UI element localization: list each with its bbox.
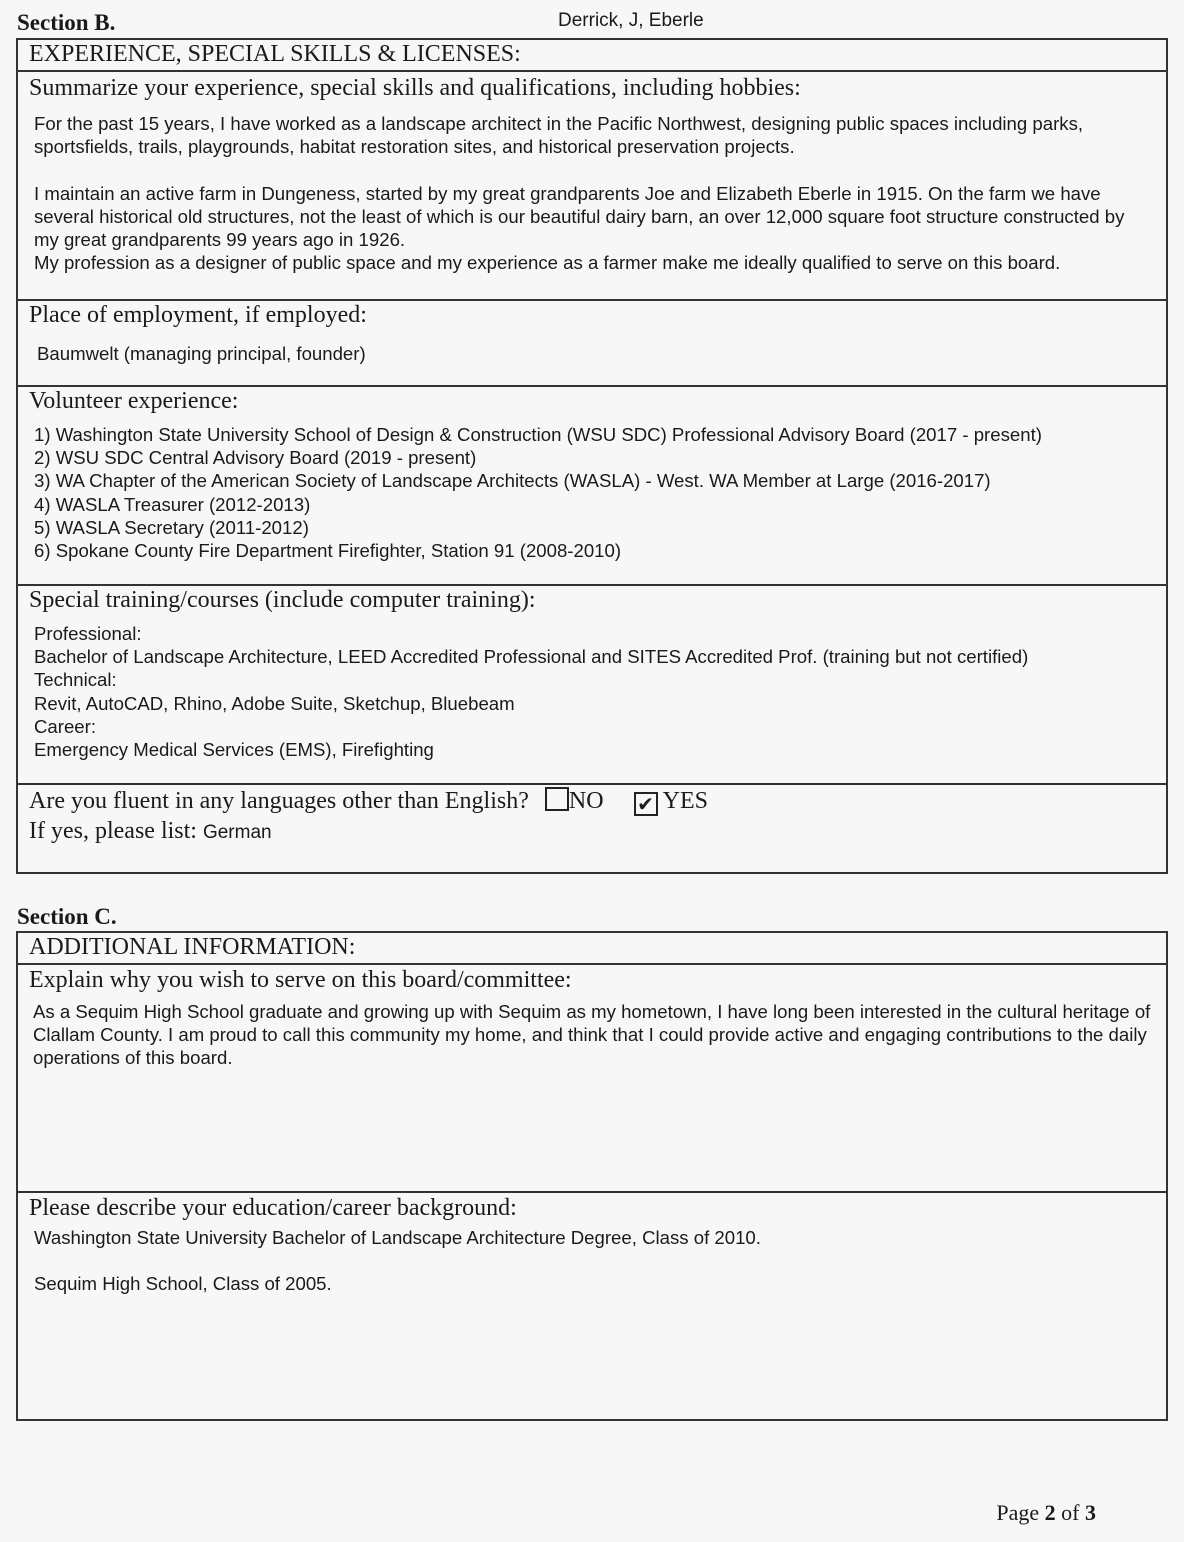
yes-checkbox[interactable]: ✔ xyxy=(634,792,658,816)
training-line: Revit, AutoCAD, Rhino, Adobe Suite, Sketchup, Bluebeam xyxy=(34,692,515,714)
training-field xyxy=(18,586,1166,785)
education-answer[interactable] xyxy=(34,1226,1154,1296)
training-line: Bachelor of Landscape Architecture, LEED Accredited Professional and SITES Accredited Prof. (training but not certified) xyxy=(34,646,1029,668)
languages-list-row xyxy=(29,817,272,847)
section-c-title: ADDITIONAL INFORMATION: xyxy=(18,933,1166,965)
page-prefix: Page xyxy=(996,1500,1040,1525)
employment-question: Place of employment, if employed: xyxy=(29,302,367,328)
no-checkbox[interactable] xyxy=(545,787,569,811)
training-answer[interactable] xyxy=(34,622,1154,761)
training-line: Technical: xyxy=(34,669,117,691)
applicant-name: Derrick, J, Eberle xyxy=(558,10,704,31)
summary-question: Summarize your experience, special skills and qualifications, including hobbies: xyxy=(29,75,801,101)
page-number xyxy=(996,1500,1096,1526)
page-of: of xyxy=(1061,1500,1080,1525)
volunteer-question: Volunteer experience: xyxy=(29,388,239,414)
employment-answer-text: Baumwelt (managing principal, founder) xyxy=(37,343,366,364)
list-item: 5) WASLA Secretary (2011-2012) xyxy=(34,516,309,538)
page-total: 3 xyxy=(1085,1500,1096,1525)
languages-list-label: If yes, please list: xyxy=(29,818,197,844)
training-line: Career: xyxy=(34,715,97,737)
list-item: 1) Washington State University School of Design & Construction (WSU SDC) Professional Advisory Board (2017 - present) xyxy=(34,424,1042,445)
training-line: Professional: xyxy=(34,623,142,644)
why-answer-text: As a Sequim High School graduate and growing up with Sequim as my hometown, I have long been interested in the cultural heritage of Clallam County. I am proud to call this community my home, and think that I could provide active and engaging contributions to the daily operations of this board. xyxy=(33,1001,1151,1069)
page-current: 2 xyxy=(1044,1500,1056,1525)
education-question: Please describe your education/career background: xyxy=(29,1195,517,1221)
education-line-2: Sequim High School, Class of 2005. xyxy=(34,1273,332,1295)
training-question: Special training/courses (include computer training): xyxy=(29,587,536,613)
section-b-label: Section B. xyxy=(17,10,116,35)
languages-question: Are you fluent in any languages other than English? xyxy=(29,788,529,814)
languages-question-row xyxy=(29,787,708,816)
summary-paragraph-2: I maintain an active farm in Dungeness, started by my great grandparents Joe and Elizabeth Eberle in 1915. On the farm we have several historical old structures, not the least of which is our beautiful dairy barn, an over 12,000 square foot structure constructed by my great grandparents 99 years ago in 1926. xyxy=(34,182,1125,250)
section-b-box xyxy=(16,38,1168,874)
summary-answer[interactable] xyxy=(34,112,1154,274)
section-b-title: EXPERIENCE, SPECIAL SKILLS & LICENSES: xyxy=(18,40,1166,72)
list-item: 3) WA Chapter of the American Society of Landscape Architects (WASLA) - West. WA Member at Large (2016-2017) xyxy=(34,470,991,492)
why-field xyxy=(18,965,1166,1193)
education-line-1: Washington State University Bachelor of Landscape Architecture Degree, Class of 2010. xyxy=(34,1227,761,1248)
languages-field xyxy=(18,785,1166,872)
training-line: Emergency Medical Services (EMS), Firefighting xyxy=(34,739,434,761)
no-label: NO xyxy=(568,788,604,814)
section-c-box xyxy=(16,931,1168,1421)
section-c-label: Section C. xyxy=(17,904,117,929)
summary-paragraph-3: My profession as a designer of public space and my experience as a farmer make me ideally qualified to serve on this board. xyxy=(34,252,1061,274)
list-item: 4) WASLA Treasurer (2012-2013) xyxy=(34,493,311,515)
languages-list-answer[interactable]: German xyxy=(202,822,272,843)
education-field xyxy=(18,1193,1166,1419)
summary-field xyxy=(18,72,1166,301)
list-item: 6) Spokane County Fire Department Firefighter, Station 91 (2008-2010) xyxy=(34,540,622,562)
employment-answer[interactable] xyxy=(37,342,1154,365)
volunteer-field xyxy=(18,387,1166,586)
why-question: Explain why you wish to serve on this board/committee: xyxy=(29,967,572,993)
summary-paragraph-1: For the past 15 years, I have worked as a landscape architect in the Pacific Northwest, designing public spaces including parks, sportsfields, trails, playgrounds, habitat restoration sites, and historical preservation projects. xyxy=(34,113,1084,158)
employment-field xyxy=(18,301,1166,387)
why-answer[interactable] xyxy=(33,1000,1154,1070)
yes-label: YES xyxy=(662,788,708,814)
volunteer-answer[interactable] xyxy=(34,423,1154,562)
list-item: 2) WSU SDC Central Advisory Board (2019 - present) xyxy=(34,447,477,469)
